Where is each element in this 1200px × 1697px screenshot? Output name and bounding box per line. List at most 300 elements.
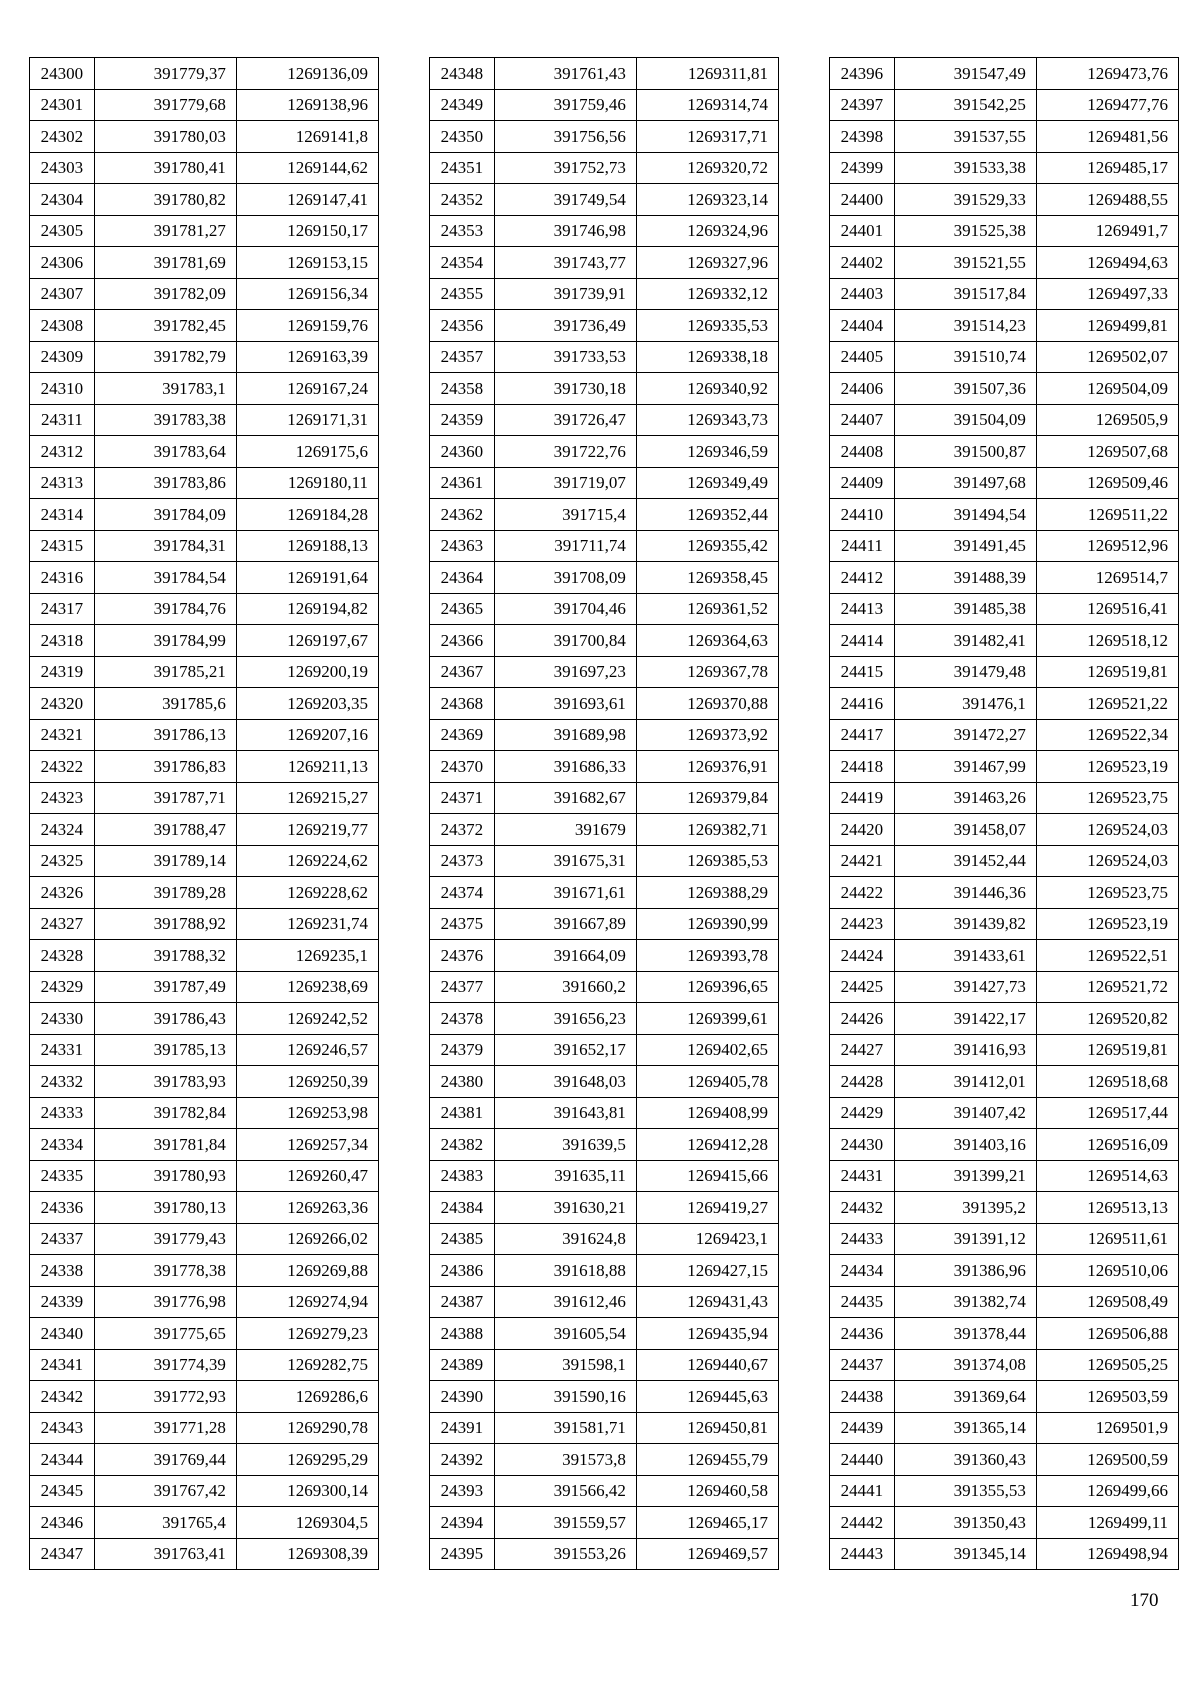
x-coordinate-cell: 391689,98	[494, 719, 636, 751]
point-number-cell: 24315	[30, 530, 95, 562]
y-coordinate-cell: 1269390,99	[636, 908, 778, 940]
y-coordinate-cell: 1269269,88	[236, 1255, 378, 1287]
table-row	[30, 1003, 379, 1035]
y-coordinate-cell: 1269324,96	[636, 215, 778, 247]
x-coordinate-cell: 391403,16	[894, 1129, 1036, 1161]
table-row	[30, 1223, 379, 1255]
x-coordinate-cell: 391784,54	[94, 562, 236, 594]
x-coordinate-cell: 391722,76	[494, 436, 636, 468]
y-coordinate-cell: 1269346,59	[636, 436, 778, 468]
x-coordinate-cell: 391407,42	[894, 1097, 1036, 1129]
point-number-cell: 24319	[30, 656, 95, 688]
table-row	[430, 1097, 779, 1129]
x-coordinate-cell: 391566,42	[494, 1475, 636, 1507]
x-coordinate-cell: 391785,21	[94, 656, 236, 688]
x-coordinate-cell: 391350,43	[894, 1507, 1036, 1539]
x-coordinate-cell: 391395,2	[894, 1192, 1036, 1224]
table-row	[830, 1381, 1179, 1413]
point-number-cell: 24333	[30, 1097, 95, 1129]
y-coordinate-cell: 1269473,76	[1036, 58, 1178, 90]
table-row	[830, 1412, 1179, 1444]
point-number-cell: 24441	[830, 1475, 895, 1507]
x-coordinate-cell: 391719,07	[494, 467, 636, 499]
table-row	[30, 1444, 379, 1476]
table-row	[830, 1223, 1179, 1255]
point-number-cell: 24322	[30, 751, 95, 783]
x-coordinate-cell: 391786,43	[94, 1003, 236, 1035]
coordinate-table-1	[29, 57, 379, 1570]
table-row	[830, 1160, 1179, 1192]
table-row	[430, 152, 779, 184]
y-coordinate-cell: 1269504,09	[1036, 373, 1178, 405]
y-coordinate-cell: 1269521,22	[1036, 688, 1178, 720]
table-row	[30, 58, 379, 90]
y-coordinate-cell: 1269231,74	[236, 908, 378, 940]
table-row	[30, 373, 379, 405]
y-coordinate-cell: 1269508,49	[1036, 1286, 1178, 1318]
point-number-cell: 24335	[30, 1160, 95, 1192]
x-coordinate-cell: 391782,45	[94, 310, 236, 342]
point-number-cell: 24324	[30, 814, 95, 846]
y-coordinate-cell: 1269512,96	[1036, 530, 1178, 562]
table-row	[30, 1286, 379, 1318]
point-number-cell: 24370	[430, 751, 495, 783]
table-row	[430, 1286, 779, 1318]
table-row	[430, 1003, 779, 1035]
y-coordinate-cell: 1269523,75	[1036, 782, 1178, 814]
x-coordinate-cell: 391788,32	[94, 940, 236, 972]
x-coordinate-cell: 391386,96	[894, 1255, 1036, 1287]
x-coordinate-cell: 391598,1	[494, 1349, 636, 1381]
x-coordinate-cell: 391785,6	[94, 688, 236, 720]
y-coordinate-cell: 1269513,13	[1036, 1192, 1178, 1224]
point-number-cell: 24363	[430, 530, 495, 562]
point-number-cell: 24318	[30, 625, 95, 657]
y-coordinate-cell: 1269175,6	[236, 436, 378, 468]
table-row	[430, 1444, 779, 1476]
point-number-cell: 24422	[830, 877, 895, 909]
point-number-cell: 24389	[430, 1349, 495, 1381]
y-coordinate-cell: 1269167,24	[236, 373, 378, 405]
point-number-cell: 24391	[430, 1412, 495, 1444]
x-coordinate-cell: 391779,37	[94, 58, 236, 90]
table-row	[830, 184, 1179, 216]
point-number-cell: 24423	[830, 908, 895, 940]
y-coordinate-cell: 1269511,22	[1036, 499, 1178, 531]
x-coordinate-cell: 391639,5	[494, 1129, 636, 1161]
x-coordinate-cell: 391472,27	[894, 719, 1036, 751]
x-coordinate-cell: 391784,76	[94, 593, 236, 625]
x-coordinate-cell: 391416,93	[894, 1034, 1036, 1066]
table-row	[430, 530, 779, 562]
point-number-cell: 24433	[830, 1223, 895, 1255]
table-row	[830, 1444, 1179, 1476]
point-number-cell: 24310	[30, 373, 95, 405]
x-coordinate-cell: 391781,69	[94, 247, 236, 279]
point-number-cell: 24374	[430, 877, 495, 909]
table-row	[830, 1003, 1179, 1035]
y-coordinate-cell: 1269510,06	[1036, 1255, 1178, 1287]
y-coordinate-cell: 1269435,94	[636, 1318, 778, 1350]
table-row	[30, 1034, 379, 1066]
x-coordinate-cell: 391711,74	[494, 530, 636, 562]
table-row	[430, 688, 779, 720]
y-coordinate-cell: 1269320,72	[636, 152, 778, 184]
y-coordinate-cell: 1269509,46	[1036, 467, 1178, 499]
x-coordinate-cell: 391787,49	[94, 971, 236, 1003]
point-number-cell: 24383	[430, 1160, 495, 1192]
point-number-cell: 24365	[430, 593, 495, 625]
y-coordinate-cell: 1269263,36	[236, 1192, 378, 1224]
point-number-cell: 24432	[830, 1192, 895, 1224]
point-number-cell: 24348	[430, 58, 495, 90]
x-coordinate-cell: 391784,31	[94, 530, 236, 562]
y-coordinate-cell: 1269180,11	[236, 467, 378, 499]
table-row	[30, 1129, 379, 1161]
x-coordinate-cell: 391765,4	[94, 1507, 236, 1539]
point-number-cell: 24431	[830, 1160, 895, 1192]
point-number-cell: 24356	[430, 310, 495, 342]
point-number-cell: 24386	[430, 1255, 495, 1287]
table-row	[430, 562, 779, 594]
table-row	[830, 1318, 1179, 1350]
point-number-cell: 24378	[430, 1003, 495, 1035]
point-number-cell: 24312	[30, 436, 95, 468]
table-row	[830, 530, 1179, 562]
point-number-cell: 24421	[830, 845, 895, 877]
table-row	[830, 467, 1179, 499]
x-coordinate-cell: 391739,91	[494, 278, 636, 310]
table-row	[830, 1034, 1179, 1066]
y-coordinate-cell: 1269376,91	[636, 751, 778, 783]
table-row	[30, 593, 379, 625]
x-coordinate-cell: 391463,26	[894, 782, 1036, 814]
y-coordinate-cell: 1269207,16	[236, 719, 378, 751]
table-row	[430, 310, 779, 342]
y-coordinate-cell: 1269295,29	[236, 1444, 378, 1476]
x-coordinate-cell: 391774,39	[94, 1349, 236, 1381]
table-row	[830, 341, 1179, 373]
point-number-cell: 24349	[430, 89, 495, 121]
y-coordinate-cell: 1269505,25	[1036, 1349, 1178, 1381]
table-row	[830, 719, 1179, 751]
y-coordinate-cell: 1269159,76	[236, 310, 378, 342]
x-coordinate-cell: 391497,68	[894, 467, 1036, 499]
x-coordinate-cell: 391708,09	[494, 562, 636, 594]
y-coordinate-cell: 1269423,1	[636, 1223, 778, 1255]
table-row	[30, 341, 379, 373]
point-number-cell: 24304	[30, 184, 95, 216]
point-number-cell: 24437	[830, 1349, 895, 1381]
point-number-cell: 24359	[430, 404, 495, 436]
point-number-cell: 24405	[830, 341, 895, 373]
y-coordinate-cell: 1269147,41	[236, 184, 378, 216]
x-coordinate-cell: 391494,54	[894, 499, 1036, 531]
point-number-cell: 24435	[830, 1286, 895, 1318]
point-number-cell: 24345	[30, 1475, 95, 1507]
x-coordinate-cell: 391787,71	[94, 782, 236, 814]
y-coordinate-cell: 1269477,76	[1036, 89, 1178, 121]
y-coordinate-cell: 1269349,49	[636, 467, 778, 499]
point-number-cell: 24357	[430, 341, 495, 373]
table-row	[430, 1129, 779, 1161]
point-number-cell: 24419	[830, 782, 895, 814]
point-number-cell: 24440	[830, 1444, 895, 1476]
point-number-cell: 24326	[30, 877, 95, 909]
x-coordinate-cell: 391671,61	[494, 877, 636, 909]
x-coordinate-cell: 391529,33	[894, 184, 1036, 216]
x-coordinate-cell: 391782,09	[94, 278, 236, 310]
y-coordinate-cell: 1269274,94	[236, 1286, 378, 1318]
point-number-cell: 24388	[430, 1318, 495, 1350]
x-coordinate-cell: 391772,93	[94, 1381, 236, 1413]
y-coordinate-cell: 1269522,34	[1036, 719, 1178, 751]
x-coordinate-cell: 391500,87	[894, 436, 1036, 468]
point-number-cell: 24314	[30, 499, 95, 531]
point-number-cell: 24336	[30, 1192, 95, 1224]
table-row	[30, 278, 379, 310]
x-coordinate-cell: 391786,13	[94, 719, 236, 751]
y-coordinate-cell: 1269419,27	[636, 1192, 778, 1224]
y-coordinate-cell: 1269308,39	[236, 1538, 378, 1570]
table-row	[430, 58, 779, 90]
table-row	[30, 1349, 379, 1381]
y-coordinate-cell: 1269469,57	[636, 1538, 778, 1570]
table-row	[830, 751, 1179, 783]
y-coordinate-cell: 1269219,77	[236, 814, 378, 846]
x-coordinate-cell: 391648,03	[494, 1066, 636, 1098]
y-coordinate-cell: 1269153,15	[236, 247, 378, 279]
y-coordinate-cell: 1269228,62	[236, 877, 378, 909]
x-coordinate-cell: 391715,4	[494, 499, 636, 531]
point-number-cell: 24375	[430, 908, 495, 940]
point-number-cell: 24344	[30, 1444, 95, 1476]
point-number-cell: 24300	[30, 58, 95, 90]
x-coordinate-cell: 391746,98	[494, 215, 636, 247]
y-coordinate-cell: 1269514,7	[1036, 562, 1178, 594]
point-number-cell: 24327	[30, 908, 95, 940]
point-number-cell: 24308	[30, 310, 95, 342]
table-row	[430, 1160, 779, 1192]
point-number-cell: 24415	[830, 656, 895, 688]
y-coordinate-cell: 1269370,88	[636, 688, 778, 720]
x-coordinate-cell: 391573,8	[494, 1444, 636, 1476]
y-coordinate-cell: 1269499,11	[1036, 1507, 1178, 1539]
point-number-cell: 24354	[430, 247, 495, 279]
table-row	[30, 1412, 379, 1444]
y-coordinate-cell: 1269300,14	[236, 1475, 378, 1507]
y-coordinate-cell: 1269304,5	[236, 1507, 378, 1539]
point-number-cell: 24321	[30, 719, 95, 751]
x-coordinate-cell: 391767,42	[94, 1475, 236, 1507]
point-number-cell: 24352	[430, 184, 495, 216]
y-coordinate-cell: 1269235,1	[236, 940, 378, 972]
table-row	[830, 1286, 1179, 1318]
x-coordinate-cell: 391439,82	[894, 908, 1036, 940]
point-number-cell: 24393	[430, 1475, 495, 1507]
point-number-cell: 24408	[830, 436, 895, 468]
point-number-cell: 24392	[430, 1444, 495, 1476]
table-row	[430, 121, 779, 153]
x-coordinate-cell: 391779,43	[94, 1223, 236, 1255]
table-row	[30, 625, 379, 657]
point-number-cell: 24428	[830, 1066, 895, 1098]
x-coordinate-cell: 391779,68	[94, 89, 236, 121]
x-coordinate-cell: 391756,56	[494, 121, 636, 153]
point-number-cell: 24358	[430, 373, 495, 405]
x-coordinate-cell: 391769,44	[94, 1444, 236, 1476]
y-coordinate-cell: 1269465,17	[636, 1507, 778, 1539]
y-coordinate-cell: 1269323,14	[636, 184, 778, 216]
x-coordinate-cell: 391656,23	[494, 1003, 636, 1035]
table-row	[30, 656, 379, 688]
table-row	[830, 1192, 1179, 1224]
table-row	[30, 1255, 379, 1287]
y-coordinate-cell: 1269503,59	[1036, 1381, 1178, 1413]
point-number-cell: 24313	[30, 467, 95, 499]
y-coordinate-cell: 1269188,13	[236, 530, 378, 562]
x-coordinate-cell: 391780,41	[94, 152, 236, 184]
point-number-cell: 24410	[830, 499, 895, 531]
y-coordinate-cell: 1269445,63	[636, 1381, 778, 1413]
x-coordinate-cell: 391488,39	[894, 562, 1036, 594]
point-number-cell: 24351	[430, 152, 495, 184]
y-coordinate-cell: 1269290,78	[236, 1412, 378, 1444]
y-coordinate-cell: 1269523,19	[1036, 751, 1178, 783]
point-number-cell: 24372	[430, 814, 495, 846]
table-row	[830, 1349, 1179, 1381]
y-coordinate-cell: 1269388,29	[636, 877, 778, 909]
point-number-cell: 24402	[830, 247, 895, 279]
x-coordinate-cell: 391612,46	[494, 1286, 636, 1318]
point-number-cell: 24364	[430, 562, 495, 594]
y-coordinate-cell: 1269203,35	[236, 688, 378, 720]
point-number-cell: 24426	[830, 1003, 895, 1035]
y-coordinate-cell: 1269282,75	[236, 1349, 378, 1381]
y-coordinate-cell: 1269257,34	[236, 1129, 378, 1161]
point-number-cell: 24429	[830, 1097, 895, 1129]
x-coordinate-cell: 391782,84	[94, 1097, 236, 1129]
x-coordinate-cell: 391667,89	[494, 908, 636, 940]
y-coordinate-cell: 1269260,47	[236, 1160, 378, 1192]
table-row	[30, 530, 379, 562]
y-coordinate-cell: 1269520,82	[1036, 1003, 1178, 1035]
table-row	[430, 908, 779, 940]
x-coordinate-cell: 391789,14	[94, 845, 236, 877]
x-coordinate-cell: 391783,1	[94, 373, 236, 405]
x-coordinate-cell: 391507,36	[894, 373, 1036, 405]
x-coordinate-cell: 391525,38	[894, 215, 1036, 247]
y-coordinate-cell: 1269519,81	[1036, 656, 1178, 688]
table-row	[830, 593, 1179, 625]
point-number-cell: 24403	[830, 278, 895, 310]
y-coordinate-cell: 1269184,28	[236, 499, 378, 531]
y-coordinate-cell: 1269150,17	[236, 215, 378, 247]
table-row	[430, 1192, 779, 1224]
table-row	[830, 436, 1179, 468]
table-row	[30, 215, 379, 247]
table-row	[830, 688, 1179, 720]
table-row	[430, 373, 779, 405]
x-coordinate-cell: 391485,38	[894, 593, 1036, 625]
table-row	[430, 89, 779, 121]
y-coordinate-cell: 1269505,9	[1036, 404, 1178, 436]
y-coordinate-cell: 1269358,45	[636, 562, 778, 594]
point-number-cell: 24343	[30, 1412, 95, 1444]
y-coordinate-cell: 1269338,18	[636, 341, 778, 373]
x-coordinate-cell: 391778,38	[94, 1255, 236, 1287]
table-row	[430, 247, 779, 279]
y-coordinate-cell: 1269518,68	[1036, 1066, 1178, 1098]
x-coordinate-cell: 391771,28	[94, 1412, 236, 1444]
y-coordinate-cell: 1269266,02	[236, 1223, 378, 1255]
table-row	[430, 845, 779, 877]
table-row	[830, 278, 1179, 310]
y-coordinate-cell: 1269211,13	[236, 751, 378, 783]
point-number-cell: 24417	[830, 719, 895, 751]
coordinate-table-2	[429, 57, 779, 1570]
point-number-cell: 24303	[30, 152, 95, 184]
y-coordinate-cell: 1269500,59	[1036, 1444, 1178, 1476]
table-row	[830, 373, 1179, 405]
table-row	[830, 940, 1179, 972]
table-row	[430, 1507, 779, 1539]
table-row	[430, 404, 779, 436]
point-number-cell: 24346	[30, 1507, 95, 1539]
coordinate-table-3	[829, 57, 1179, 1570]
point-number-cell: 24320	[30, 688, 95, 720]
point-number-cell: 24430	[830, 1129, 895, 1161]
x-coordinate-cell: 391780,82	[94, 184, 236, 216]
x-coordinate-cell: 391399,21	[894, 1160, 1036, 1192]
y-coordinate-cell: 1269364,63	[636, 625, 778, 657]
x-coordinate-cell: 391682,67	[494, 782, 636, 814]
table-row	[830, 782, 1179, 814]
point-number-cell: 24443	[830, 1538, 895, 1570]
table-row	[30, 814, 379, 846]
y-coordinate-cell: 1269191,64	[236, 562, 378, 594]
y-coordinate-cell: 1269311,81	[636, 58, 778, 90]
table-row	[830, 814, 1179, 846]
x-coordinate-cell: 391378,44	[894, 1318, 1036, 1350]
x-coordinate-cell: 391736,49	[494, 310, 636, 342]
point-number-cell: 24353	[430, 215, 495, 247]
table-row	[430, 940, 779, 972]
x-coordinate-cell: 391704,46	[494, 593, 636, 625]
x-coordinate-cell: 391784,99	[94, 625, 236, 657]
y-coordinate-cell: 1269502,07	[1036, 341, 1178, 373]
x-coordinate-cell: 391624,8	[494, 1223, 636, 1255]
table-row	[830, 215, 1179, 247]
table-row	[430, 184, 779, 216]
x-coordinate-cell: 391422,17	[894, 1003, 1036, 1035]
x-coordinate-cell: 391427,73	[894, 971, 1036, 1003]
table-row	[30, 1097, 379, 1129]
y-coordinate-cell: 1269361,52	[636, 593, 778, 625]
point-number-cell: 24355	[430, 278, 495, 310]
x-coordinate-cell: 391467,99	[894, 751, 1036, 783]
table-row	[430, 971, 779, 1003]
x-coordinate-cell: 391783,64	[94, 436, 236, 468]
point-number-cell: 24434	[830, 1255, 895, 1287]
table-row	[830, 971, 1179, 1003]
table-row	[30, 751, 379, 783]
table-row	[830, 908, 1179, 940]
x-coordinate-cell: 391664,09	[494, 940, 636, 972]
point-number-cell: 24373	[430, 845, 495, 877]
x-coordinate-cell: 391783,86	[94, 467, 236, 499]
table-row	[30, 719, 379, 751]
